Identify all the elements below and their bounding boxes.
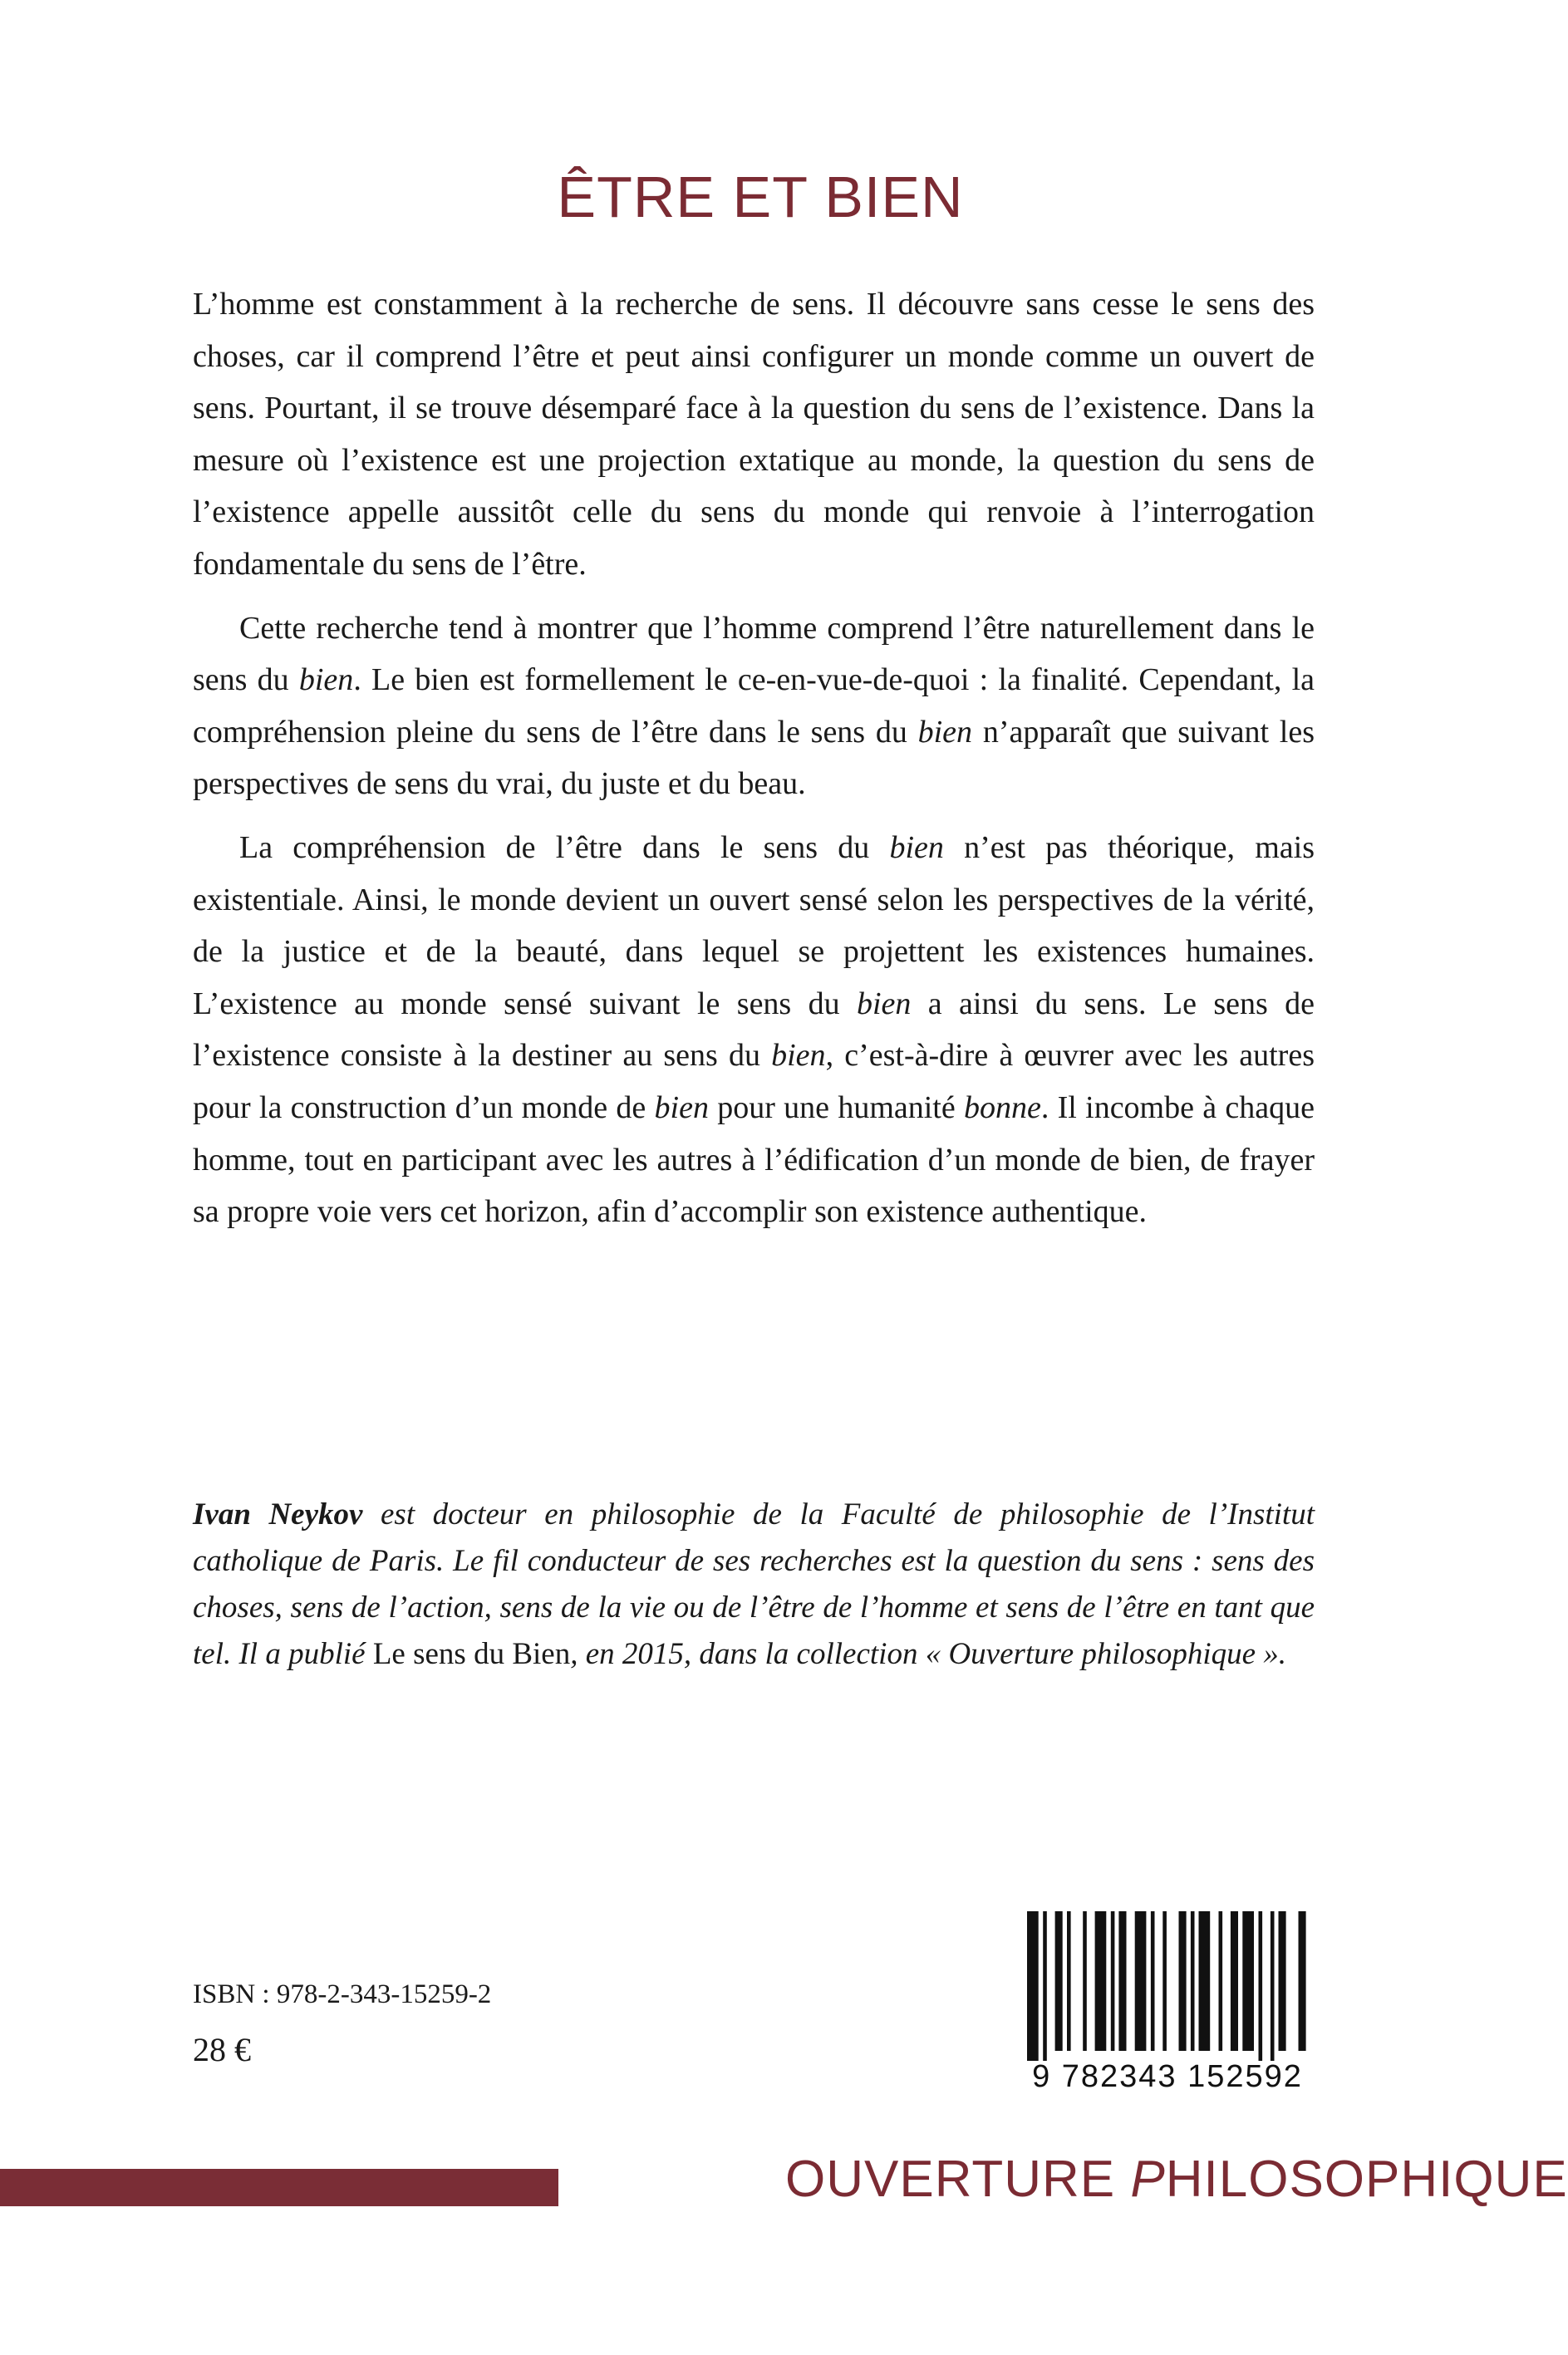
barcode-bar [1111,1911,1115,2051]
collection-name [785,2150,1568,2209]
summary-paragraph-2 [193,602,1315,810]
isbn: ISBN : 978-2-343-15259-2 [193,1979,492,2009]
barcode-bar [1231,1911,1238,2051]
emphasis: bien [298,662,354,698]
book-reference: Le sens du Bien [372,1637,571,1671]
text-run: , en 2015, dans la collection « Ouverture philosophique ». [570,1637,1287,1671]
barcode-bar [1279,1911,1286,2051]
barcode-bar [1199,1911,1211,2051]
text-run: a ainsi du sens. Le sens de l’existence consiste à la destiner au sens du [193,986,1315,1074]
text-run: n’est pas théorique, mais existentiale. Ainsi, le monde devient un ouvert sensé selon les perspectives de la vérité, de la justice et de la beauté, dans lequel se projettent les existences humaines. L’existence au monde sensé suivant le sens du [193,829,1315,1021]
barcode-bar [1043,1911,1047,2061]
text-run: est docteur en philosophie de la Faculté de philosophie de l’Institut catholique de Paris. Le fil conducteur de ses recherches est la question du sens : sens des choses, sens de l’action, sens de la vie ou de l’être de l’homme et sens de l’être en tant que tel. Il a publié [193,1497,1315,1671]
barcode-bars [1022,1911,1313,2061]
barcode-bar [1067,1911,1071,2051]
text-run: Cette recherche tend à montrer que l’homme comprend l’être naturellement dans le sens du [193,610,1315,698]
barcode-bar [1162,1911,1167,2051]
spine-color-band [0,2169,558,2206]
barcode-bar [1299,1911,1306,2051]
barcode-bar [1027,1911,1039,2061]
barcode-bar [1118,1911,1126,2051]
emphasis: bien [889,829,944,865]
barcode-bar [1219,1911,1223,2051]
barcode-bar [1083,1911,1087,2051]
emphasis: bien [771,1038,826,1074]
text-run: La compréhension de l’être dans le sens du [239,829,890,865]
summary-paragraph-3 [193,822,1315,1238]
barcode-bar [1259,1911,1263,2061]
text-run: OUVERTURE [785,2151,1131,2208]
text-run: . Il incombe à chaque homme, tout en participant avec les autres à l’édification d’un monde de bien, de frayer sa propre voie vers cet horizon, afin d’accomplir son existence authentique. [193,1089,1315,1230]
text-run: , c’est-à-dire à œuvrer avec les autres pour la construction d’un monde de [193,1038,1315,1125]
book-title: ÊTRE ET BIEN [557,164,964,229]
text-run: pour une humanité [708,1089,964,1125]
author-bio [193,1492,1315,1678]
barcode-bar [1135,1911,1147,2051]
barcode-bar [1095,1911,1107,2051]
emphasis: bien [917,714,973,750]
price: 28 € [193,2031,251,2068]
author-name: Ivan Neykov [193,1497,363,1531]
barcode-bar [1242,1911,1254,2051]
barcode-bar [1151,1911,1155,2051]
text-run: P [1130,2151,1166,2208]
barcode-bar [1179,1911,1187,2051]
text-run: n’apparaît que suivant les perspectives de sens du vrai, du juste et du beau. [193,714,1315,802]
emphasis: bien [856,986,912,1021]
text-run: HILOSOPHIQUE [1165,2151,1568,2208]
text-run: . Le bien est formellement le ce-en-vue-de-quoi : la finalité. Cependant, la compréhension pleine du sens de l’être dans le sens du [193,662,1315,750]
back-cover-summary [193,278,1315,1250]
emphasis: bonne [964,1089,1041,1125]
barcode-digits: 9 782343 152592 [1032,2059,1303,2094]
barcode-bar [1191,1911,1195,2051]
barcode [1022,1911,1313,2098]
emphasis: bien [654,1089,709,1125]
barcode-bar [1271,1911,1275,2061]
barcode-bar [1055,1911,1063,2051]
summary-paragraph-1: L’homme est constamment à la recherche de sens. Il découvre sans cesse le sens des choses, car il comprend l’être et peut ainsi configurer un monde comme un ouvert de sens. Pourtant, il se trouve désemparé face à la question du sens de l’existence. Dans la mesure où l’existence est une projection extatique au monde, la question du sens de l’existence appelle aussitôt celle du sens du monde qui renvoie à l’interrogation fondamentale du sens de l’être. [193,287,1315,582]
